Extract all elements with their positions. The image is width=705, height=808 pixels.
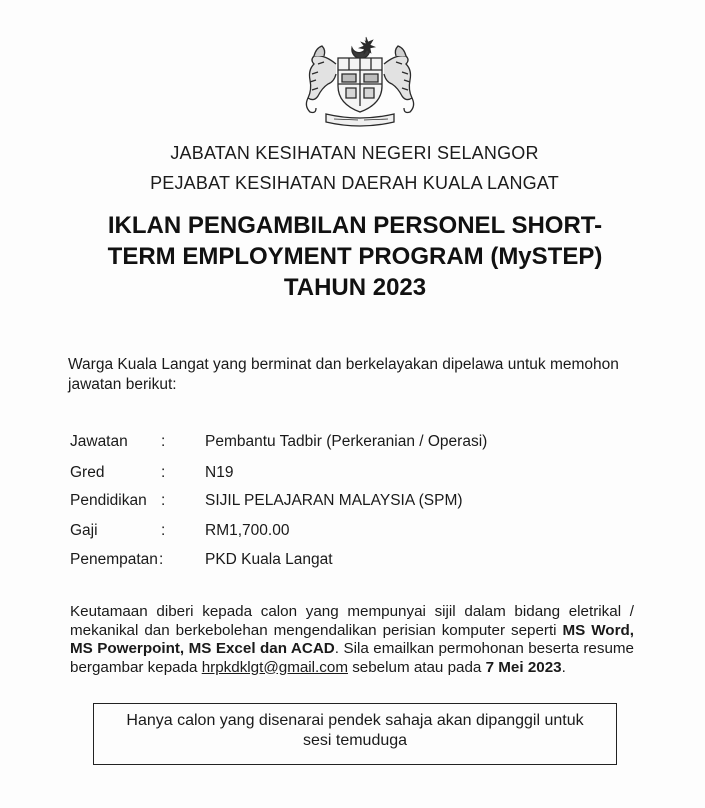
detail-value: RM1,700.00 xyxy=(205,522,290,539)
paragraph-text: mekanikal dan berkebolehan mengendalikan perisian komputer seperti xyxy=(70,621,563,639)
paragraph-line-3 xyxy=(70,640,634,659)
detail-label: Jawatan xyxy=(70,433,128,450)
notice-line-2: sesi temuduga xyxy=(302,732,408,749)
requirements-paragraph xyxy=(70,603,650,677)
paragraph-text: . xyxy=(561,658,566,676)
software-highlight: MS Word, xyxy=(562,621,634,639)
detail-label: Gred xyxy=(70,464,105,481)
advertisement-title xyxy=(60,210,650,303)
title-line-2: TERM EMPLOYMENT PROGRAM (MySTEP) xyxy=(107,243,603,270)
paragraph-line-2 xyxy=(70,622,634,641)
detail-colon: : xyxy=(161,492,166,509)
detail-value: PKD Kuala Langat xyxy=(205,551,333,568)
malaysia-coat-of-arms-icon xyxy=(300,34,420,130)
detail-value: SIJIL PELAJARAN MALAYSIA (SPM) xyxy=(205,492,463,509)
software-highlight: MS Powerpoint, MS Excel dan ACAD xyxy=(70,640,335,657)
paragraph-line-1: Keutamaan diberi kepada calon yang mempunyai sijil dalam bidang eletrikal / xyxy=(70,603,634,620)
paragraph-text: sebelum atau pada xyxy=(347,658,486,676)
department-name: JABATAN KESIHATAN NEGERI SELANGOR xyxy=(170,143,539,163)
detail-label: Pendidikan xyxy=(70,492,147,509)
detail-colon: : xyxy=(159,551,164,568)
shortlist-notice-box xyxy=(93,703,617,765)
detail-value: N19 xyxy=(205,464,234,481)
detail-label: Gaji xyxy=(70,522,98,539)
paragraph-line-4 xyxy=(70,659,650,678)
intro-text xyxy=(68,355,628,395)
deadline-date: 7 Mei 2023 xyxy=(485,658,562,676)
intro-line-1: Warga Kuala Langat yang berminat dan berkelayakan dipelawa untuk memohon xyxy=(68,356,619,373)
detail-colon: : xyxy=(161,464,166,481)
intro-line-2: jawatan berikut: xyxy=(68,376,177,393)
notice-line-1: Hanya calon yang disenarai pendek sahaja akan dipanggil untuk xyxy=(126,712,584,729)
paragraph-text: . Sila emailkan permohonan beserta resume xyxy=(334,640,634,657)
paragraph-text: bergambar kepada xyxy=(70,658,202,676)
title-line-1: IKLAN PENGAMBILAN PERSONEL SHORT- xyxy=(107,212,603,239)
detail-colon: : xyxy=(161,433,166,450)
detail-colon: : xyxy=(161,522,166,539)
office-name: PEJABAT KESIHATAN DAERAH KUALA LANGAT xyxy=(150,173,559,193)
detail-value: Pembantu Tadbir (Perkeranian / Operasi) xyxy=(205,433,488,450)
title-line-3: TAHUN 2023 xyxy=(283,274,427,301)
detail-label: Penempatan xyxy=(70,551,158,568)
email-link[interactable]: hrpkdklgt@gmail.com xyxy=(201,658,348,676)
